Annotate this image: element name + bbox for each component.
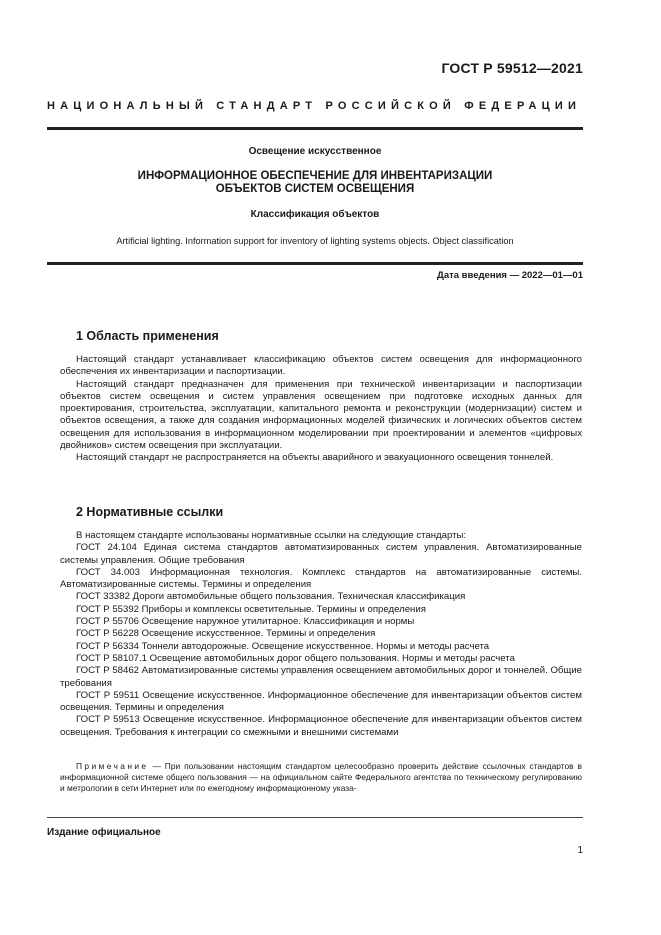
section2-heading: 2 Нормативные ссылки — [76, 505, 224, 519]
section1-body — [60, 354, 582, 465]
references-list — [60, 530, 582, 739]
section1-paragraph: Настоящий стандарт устанавливает классификацию объектов систем освещения для информационного обеспечения их инвентаризации и паспортизации. — [60, 354, 582, 378]
reference-item: ГОСТ Р 58462 Автоматизированные системы управления освещением автомобильных дорог и тоннелей. Общие требования — [60, 665, 582, 689]
standard-title — [47, 170, 583, 196]
page-number: 1 — [577, 845, 583, 856]
reference-item: ГОСТ 34.003 Информационная технология. Комплекс стандартов на автоматизированные системы. Автоматизированные системы. Термины и определения — [60, 566, 582, 591]
introduction-date: Дата введения — 2022—01—01 — [437, 270, 583, 281]
section1-heading: 1 Область применения — [76, 329, 219, 343]
note-label: Примечание — [76, 761, 149, 771]
standard-title-line1: ИНФОРМАЦИОННОЕ ОБЕСПЕЧЕНИЕ ДЛЯ ИНВЕНТАРИЗАЦИИ — [137, 170, 493, 182]
reference-item: ГОСТ 24.104 Единая система стандартов автоматизированных систем управления. Автоматизированные системы управления. Общие требования — [60, 542, 582, 566]
reference-item: ГОСТ Р 56334 Тоннели автодорожные. Освещение искусственное. Нормы и методы расчета — [76, 640, 490, 652]
reference-item: ГОСТ Р 59513 Освещение искусственное. Информационное обеспечение для инвентаризации объектов систем освещения. Требования к интеграции со смежными и внешними системами — [60, 714, 582, 738]
standard-title-line2: ОБЪЕКТОВ СИСТЕМ ОСВЕЩЕНИЯ — [215, 183, 415, 195]
top-divider — [47, 127, 583, 130]
references-intro: В настоящем стандарте использованы нормативные ссылки на следующие стандарты: — [76, 530, 467, 541]
section1-paragraph: Настоящий стандарт предназначен для применения при технической инвентаризации и паспортизации объектов систем освещения и систем управления освещением при подготовке исходных данных для проектирования, строительства, эксплуатации, капитального ремонта и реконструкции (модернизации) систем и объектов освещения, а также для создания информационных моделей физических и логических объектов систем освещения для использования в информационном моделировании при проектировании и элементов «цифровых двойников» систем освещения при эксплуатации. — [60, 378, 582, 452]
section1-paragraph: Настоящий стандарт не распространяется на объекты аварийного и эвакуационного освещения тоннелей. — [76, 452, 554, 464]
gost-number: ГОСТ Р 59512—2021 — [441, 60, 583, 76]
reference-item: ГОСТ Р 59511 Освещение искусственное. Информационное обеспечение для инвентаризации объектов систем освещения. Термины и определения — [60, 689, 582, 714]
reference-item: ГОСТ Р 55706 Освещение наружное утилитарное. Классификация и нормы — [76, 616, 415, 628]
standard-subject: Освещение искусственное — [248, 146, 382, 157]
title-divider — [47, 262, 583, 265]
reference-item: ГОСТ Р 55392 Приборы и комплексы осветительные. Термины и определения — [76, 603, 426, 615]
reference-item: ГОСТ Р 58107.1 Освещение автомобильных дорог общего пользования. Нормы и методы расчета — [76, 652, 515, 664]
references-note — [60, 761, 582, 795]
note-text: — При пользовании настоящим стандартом целесообразно проверить действие ссылочных стандартов в информационной системе общего пользования — на официальном сайте Федерального агентства по техническому регулированию и метрологии в сети Интернет или по ежегодному информационному указа- — [60, 761, 582, 794]
national-standard-banner: НАЦИОНАЛЬНЫЙ СТАНДАРТ РОССИЙСКОЙ ФЕДЕРАЦИИ — [47, 100, 582, 112]
english-title: Artificial lighting. Information support for inventory of lighting systems objects. Object classification — [116, 236, 514, 246]
footer-divider — [47, 817, 583, 818]
official-edition-label: Издание официальное — [47, 827, 161, 838]
standard-subtitle: Классификация объектов — [250, 209, 380, 220]
reference-item: ГОСТ 33382 Дороги автомобильные общего пользования. Техническая классификация — [76, 591, 466, 603]
reference-item: ГОСТ Р 56228 Освещение искусственное. Термины и определения — [76, 628, 376, 640]
